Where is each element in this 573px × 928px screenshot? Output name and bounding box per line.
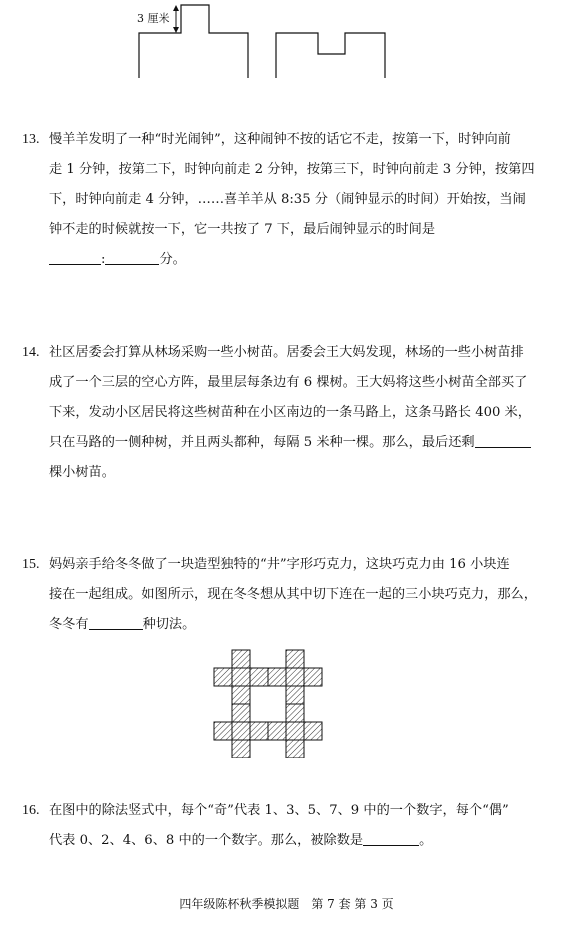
- chocolate-cell: [232, 668, 250, 686]
- chocolate-cell: [286, 740, 304, 758]
- chocolate-cell: [232, 740, 250, 758]
- chocolate-cell: [250, 722, 268, 740]
- chocolate-cell: [214, 668, 232, 686]
- chocolate-cell: [286, 704, 304, 722]
- chocolate-cell: [232, 722, 250, 740]
- arrow-head-bottom: [173, 27, 179, 33]
- text-segment: 。: [419, 833, 433, 848]
- right-shape-outline: [276, 33, 385, 78]
- answer-blank[interactable]: [475, 433, 531, 448]
- arrow-head-top: [173, 5, 179, 11]
- question-16: [22, 796, 537, 856]
- text-line: 妈妈亲手给冬冬做了一块造型独特的“井”字形巧克力，这块巧克力由 16 小块连: [49, 557, 510, 572]
- text-line: [49, 428, 537, 458]
- text-line: 在图中的除法竖式中，每个“奇”代表 1、3、5、7、9 中的一个数字，每个“偶”: [49, 803, 509, 818]
- text-segment: 只在马路的一侧种树，并且两头都种，每隔 5 米种一棵。那么，最后还剩: [49, 435, 475, 450]
- answer-blank-hours[interactable]: [49, 250, 101, 265]
- chocolate-cells: [214, 650, 322, 758]
- text-line: 成了一个三层的空心方阵，最里层每条边有 6 棵树。王大妈将这些小树苗全部买了: [49, 375, 528, 390]
- text-line: 社区居委会打算从林场采购一些小树苗。居委会王大妈发现，林场的一些小树苗排: [49, 345, 524, 360]
- text-line: 下来，发动小区居民将这些树苗种在小区南边的一条马路上，这条马路长 400 米，: [49, 405, 531, 420]
- chocolate-cell: [232, 686, 250, 704]
- chocolate-cell: [214, 722, 232, 740]
- text-line: [49, 826, 537, 856]
- answer-line: [49, 245, 537, 275]
- question-number: 14.: [22, 345, 40, 360]
- dimension-label: 3 厘米: [137, 12, 170, 25]
- text-line: 走 1 分钟，按第二下，时钟向前走 2 分钟，按第三下，时钟向前走 3 分钟，按第四: [49, 162, 535, 177]
- question-number: 15.: [22, 557, 40, 572]
- answer-suffix: 分。: [159, 252, 186, 267]
- text-line: 棵小树苗。: [49, 465, 115, 480]
- time-separator: :: [101, 252, 106, 267]
- answer-blank-minutes[interactable]: [105, 250, 159, 265]
- chocolate-cell: [286, 650, 304, 668]
- text-line: 下，时钟向前走 4 分钟，……喜羊羊从 8:35 分（闹钟显示的时间）开始按，当闹: [49, 192, 526, 207]
- question-14: [22, 338, 537, 488]
- text-segment: 代表 0、2、4、6、8 中的一个数字。那么，被除数是: [49, 833, 364, 848]
- question-number: 13.: [22, 132, 40, 147]
- text-segment: 冬冬有: [49, 617, 89, 632]
- chocolate-cell: [286, 668, 304, 686]
- answer-blank[interactable]: [363, 831, 419, 846]
- chocolate-cell: [268, 668, 286, 686]
- question-number: 16.: [22, 803, 40, 818]
- chocolate-cell: [232, 650, 250, 668]
- chocolate-cell: [304, 668, 322, 686]
- question-13: [22, 125, 537, 275]
- question-15: [22, 550, 537, 640]
- text-line: 接在一起组成。如图所示，现在冬冬想从其中切下连在一起的三小块巧克力，那么，: [49, 587, 537, 602]
- chocolate-cell: [286, 686, 304, 704]
- page-footer: 四年级陈杯秋季模拟题 第 7 套 第 3 页: [179, 897, 394, 911]
- chocolate-cell: [304, 722, 322, 740]
- chocolate-cell: [268, 722, 286, 740]
- chocolate-cell: [286, 722, 304, 740]
- text-line: 钟不走的时候就按一下，它一共按了 7 下，最后闹钟显示的时间是: [49, 222, 436, 237]
- text-segment: 种切法。: [142, 617, 196, 632]
- text-line: [49, 610, 537, 640]
- top-figures: [0, 0, 573, 90]
- chocolate-figure: [210, 648, 342, 758]
- answer-blank[interactable]: [89, 615, 143, 630]
- chocolate-cell: [250, 668, 268, 686]
- chocolate-cell: [232, 704, 250, 722]
- text-line: 慢羊羊发明了一种“时光闹钟”，这种闹钟不按的话它不走，按第一下，时钟向前: [49, 132, 511, 147]
